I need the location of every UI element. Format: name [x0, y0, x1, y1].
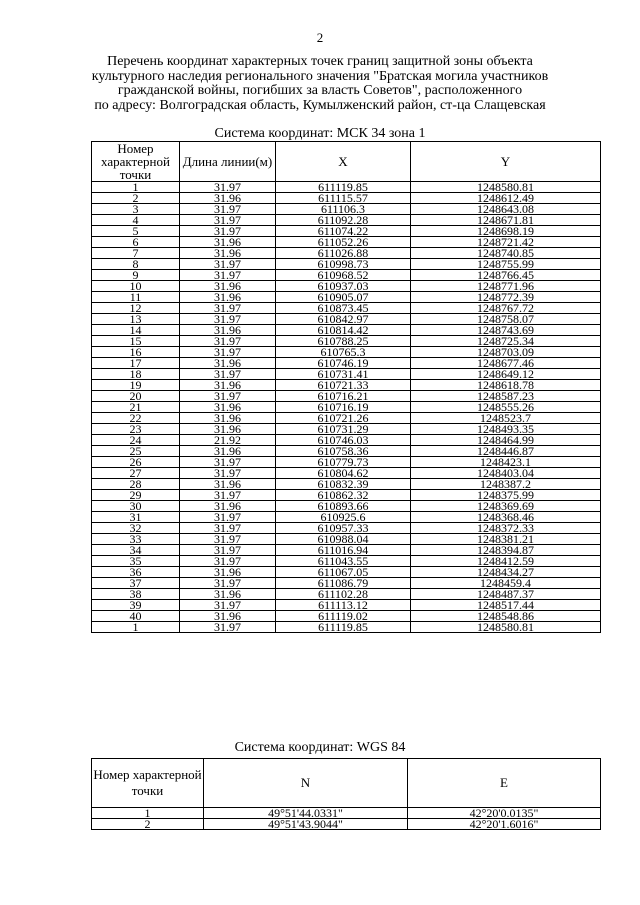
point-number-cell: 26	[92, 457, 180, 468]
header-e: E	[408, 759, 601, 808]
line-length-cell: 31.97	[180, 314, 276, 325]
line-length-cell: 31.96	[180, 193, 276, 204]
point-number-cell: 5	[92, 226, 180, 237]
line-length-cell: 31.96	[180, 413, 276, 424]
n-cell: 49°51'44.0331"	[204, 808, 408, 819]
x-cell: 610721.26	[276, 413, 411, 424]
x-cell: 610731.29	[276, 424, 411, 435]
y-cell: 1248580.81	[411, 622, 601, 633]
line-length-cell: 31.97	[180, 622, 276, 633]
y-cell: 1248703.09	[411, 347, 601, 358]
header-n: N	[204, 759, 408, 808]
line-length-cell: 31.97	[180, 303, 276, 314]
point-number-cell: 4	[92, 215, 180, 226]
y-cell: 1248740.85	[411, 248, 601, 259]
x-cell: 610998.73	[276, 259, 411, 270]
table-row	[92, 622, 601, 633]
y-cell: 1248767.72	[411, 303, 601, 314]
x-cell: 610746.19	[276, 358, 411, 369]
point-number-cell: 35	[92, 556, 180, 567]
point-number-cell: 20	[92, 391, 180, 402]
line-length-cell: 31.96	[180, 479, 276, 490]
point-number-cell: 30	[92, 501, 180, 512]
x-cell: 610988.04	[276, 534, 411, 545]
point-number-cell: 3	[92, 204, 180, 215]
y-cell: 1248412.59	[411, 556, 601, 567]
line-length-cell: 31.97	[180, 204, 276, 215]
point-number-cell: 37	[92, 578, 180, 589]
point-number-cell: 13	[92, 314, 180, 325]
point-number-cell: 21	[92, 402, 180, 413]
x-cell: 611067.05	[276, 567, 411, 578]
line-length-cell: 31.97	[180, 391, 276, 402]
line-length-cell: 31.97	[180, 578, 276, 589]
e-cell: 42°20'0.0135"	[408, 808, 601, 819]
line-length-cell: 31.97	[180, 512, 276, 523]
x-cell: 610746.03	[276, 435, 411, 446]
point-number-cell: 25	[92, 446, 180, 457]
point-number-cell: 32	[92, 523, 180, 534]
point-number-cell: 7	[92, 248, 180, 259]
line-length-cell: 31.97	[180, 534, 276, 545]
line-length-cell: 31.97	[180, 600, 276, 611]
line-length-cell: 31.97	[180, 545, 276, 556]
line-length-cell: 31.96	[180, 325, 276, 336]
point-number-cell: 15	[92, 336, 180, 347]
line-length-cell: 31.97	[180, 523, 276, 534]
point-number-cell: 2	[92, 819, 204, 830]
table-row	[92, 819, 601, 830]
y-cell: 1248671.81	[411, 215, 601, 226]
point-number-cell: 12	[92, 303, 180, 314]
y-cell: 1248755.99	[411, 259, 601, 270]
msk-caption: Система координат: МСК 34 зона 1	[214, 126, 426, 141]
y-cell: 1248725.34	[411, 336, 601, 347]
x-cell: 611119.85	[276, 622, 411, 633]
point-number-cell: 18	[92, 369, 180, 380]
point-number-cell: 27	[92, 468, 180, 479]
point-number-cell: 2	[92, 193, 180, 204]
line-length-cell: 31.96	[180, 380, 276, 391]
document-title	[80, 55, 560, 113]
point-number-cell: 14	[92, 325, 180, 336]
x-cell: 610716.19	[276, 402, 411, 413]
x-cell: 610862.32	[276, 490, 411, 501]
point-number-cell: 38	[92, 589, 180, 600]
x-cell: 610968.52	[276, 270, 411, 281]
line-length-cell: 31.97	[180, 457, 276, 468]
point-number-cell: 31	[92, 512, 180, 523]
x-cell: 610873.45	[276, 303, 411, 314]
y-cell: 1248517.44	[411, 600, 601, 611]
line-length-cell: 31.96	[180, 237, 276, 248]
x-cell: 610905.07	[276, 292, 411, 303]
x-cell: 610721.33	[276, 380, 411, 391]
y-cell: 1248487.37	[411, 589, 601, 600]
x-cell: 610842.97	[276, 314, 411, 325]
point-number-cell: 6	[92, 237, 180, 248]
y-cell: 1248548.86	[411, 611, 601, 622]
line-length-cell: 31.97	[180, 182, 276, 193]
line-length-cell: 31.96	[180, 589, 276, 600]
y-cell: 1248758.07	[411, 314, 601, 325]
x-cell: 610731.41	[276, 369, 411, 380]
y-cell: 1248372.33	[411, 523, 601, 534]
point-number-cell: 40	[92, 611, 180, 622]
y-cell: 1248464.99	[411, 435, 601, 446]
x-cell: 611074.22	[276, 226, 411, 237]
point-number-cell: 28	[92, 479, 180, 490]
header-point-number: Номер характерной точки	[92, 142, 180, 182]
y-cell: 1248721.42	[411, 237, 601, 248]
line-length-cell: 31.96	[180, 402, 276, 413]
y-cell: 1248649.12	[411, 369, 601, 380]
title-line: культурного наследия регионального значения "Братская могила участников	[91, 68, 549, 84]
line-length-cell: 31.96	[180, 567, 276, 578]
line-length-cell: 31.96	[180, 281, 276, 292]
line-length-cell: 31.96	[180, 292, 276, 303]
header-x: X	[276, 142, 411, 182]
y-cell: 1248612.49	[411, 193, 601, 204]
y-cell: 1248375.99	[411, 490, 601, 501]
point-number-cell: 34	[92, 545, 180, 556]
line-length-cell: 31.96	[180, 248, 276, 259]
y-cell: 1248772.39	[411, 292, 601, 303]
y-cell: 1248643.08	[411, 204, 601, 215]
x-cell: 611102.28	[276, 589, 411, 600]
y-cell: 1248523.7	[411, 413, 601, 424]
y-cell: 1248587.23	[411, 391, 601, 402]
x-cell: 611119.02	[276, 611, 411, 622]
x-cell: 610925.6	[276, 512, 411, 523]
line-length-cell: 31.97	[180, 259, 276, 270]
y-cell: 1248743.69	[411, 325, 601, 336]
table-header-row	[92, 759, 601, 808]
y-cell: 1248580.81	[411, 182, 601, 193]
point-number-cell: 22	[92, 413, 180, 424]
y-cell: 1248698.19	[411, 226, 601, 237]
line-length-cell: 31.97	[180, 226, 276, 237]
point-number-cell: 23	[92, 424, 180, 435]
line-length-cell: 31.97	[180, 468, 276, 479]
line-length-cell: 31.96	[180, 446, 276, 457]
wgs-coordinates-table	[91, 758, 601, 830]
table-header-row	[92, 142, 601, 182]
msk-coordinates-table	[91, 141, 601, 633]
title-line: гражданской войны, погибших за власть Советов", расположенного	[117, 83, 523, 98]
e-cell: 42°20'1.6016"	[408, 819, 601, 830]
y-cell: 1248493.35	[411, 424, 601, 435]
x-cell: 610765.3	[276, 347, 411, 358]
y-cell: 1248555.26	[411, 402, 601, 413]
x-cell: 610716.21	[276, 391, 411, 402]
y-cell: 1248459.4	[411, 578, 601, 589]
x-cell: 611113.12	[276, 600, 411, 611]
x-cell: 611016.94	[276, 545, 411, 556]
x-cell: 611043.55	[276, 556, 411, 567]
line-length-cell: 31.97	[180, 347, 276, 358]
point-number-cell: 17	[92, 358, 180, 369]
x-cell: 610779.73	[276, 457, 411, 468]
x-cell: 610893.66	[276, 501, 411, 512]
y-cell: 1248403.04	[411, 468, 601, 479]
point-number-cell: 11	[92, 292, 180, 303]
x-cell: 611052.26	[276, 237, 411, 248]
header-y: Y	[411, 142, 601, 182]
line-length-cell: 31.97	[180, 556, 276, 567]
header-line-length: Длина линии(м)	[180, 142, 276, 182]
y-cell: 1248771.96	[411, 281, 601, 292]
x-cell: 611106.3	[276, 204, 411, 215]
point-number-cell: 24	[92, 435, 180, 446]
point-number-cell: 29	[92, 490, 180, 501]
y-cell: 1248766.45	[411, 270, 601, 281]
y-cell: 1248423.1	[411, 457, 601, 468]
page-number: 2	[316, 30, 324, 45]
title-line: Перечень координат характерных точек границ защитной зоны объекта	[107, 54, 533, 69]
point-number-cell: 19	[92, 380, 180, 391]
point-number-cell: 1	[92, 182, 180, 193]
line-length-cell: 31.97	[180, 215, 276, 226]
point-number-cell: 36	[92, 567, 180, 578]
x-cell: 611026.88	[276, 248, 411, 259]
x-cell: 611086.79	[276, 578, 411, 589]
line-length-cell: 31.97	[180, 490, 276, 501]
n-cell: 49°51'43.9044"	[204, 819, 408, 830]
point-number-cell: 39	[92, 600, 180, 611]
header-point-number: Номер характерной точки	[92, 759, 204, 808]
point-number-cell: 10	[92, 281, 180, 292]
x-cell: 610957.33	[276, 523, 411, 534]
line-length-cell: 31.96	[180, 424, 276, 435]
wgs-caption: Система координат: WGS 84	[234, 740, 406, 755]
x-cell: 610937.03	[276, 281, 411, 292]
line-length-cell: 31.97	[180, 270, 276, 281]
y-cell: 1248381.21	[411, 534, 601, 545]
point-number-cell: 9	[92, 270, 180, 281]
y-cell: 1248434.27	[411, 567, 601, 578]
x-cell: 611119.85	[276, 182, 411, 193]
x-cell: 610814.42	[276, 325, 411, 336]
y-cell: 1248369.69	[411, 501, 601, 512]
x-cell: 610758.36	[276, 446, 411, 457]
line-length-cell: 21.92	[180, 435, 276, 446]
point-number-cell: 16	[92, 347, 180, 358]
line-length-cell: 31.97	[180, 336, 276, 347]
point-number-cell: 8	[92, 259, 180, 270]
x-cell: 611115.57	[276, 193, 411, 204]
x-cell: 611092.28	[276, 215, 411, 226]
y-cell: 1248394.87	[411, 545, 601, 556]
y-cell: 1248677.46	[411, 358, 601, 369]
y-cell: 1248387.2	[411, 479, 601, 490]
y-cell: 1248446.87	[411, 446, 601, 457]
title-line: по адресу: Волгоградская область, Кумылженский район, ст-ца Слащевская	[94, 97, 546, 113]
y-cell: 1248618.78	[411, 380, 601, 391]
point-number-cell: 1	[92, 622, 180, 633]
line-length-cell: 31.96	[180, 501, 276, 512]
x-cell: 610788.25	[276, 336, 411, 347]
line-length-cell: 31.96	[180, 358, 276, 369]
line-length-cell: 31.96	[180, 611, 276, 622]
x-cell: 610804.62	[276, 468, 411, 479]
y-cell: 1248368.46	[411, 512, 601, 523]
x-cell: 610832.39	[276, 479, 411, 490]
point-number-cell: 33	[92, 534, 180, 545]
point-number-cell: 1	[92, 808, 204, 819]
line-length-cell: 31.97	[180, 369, 276, 380]
